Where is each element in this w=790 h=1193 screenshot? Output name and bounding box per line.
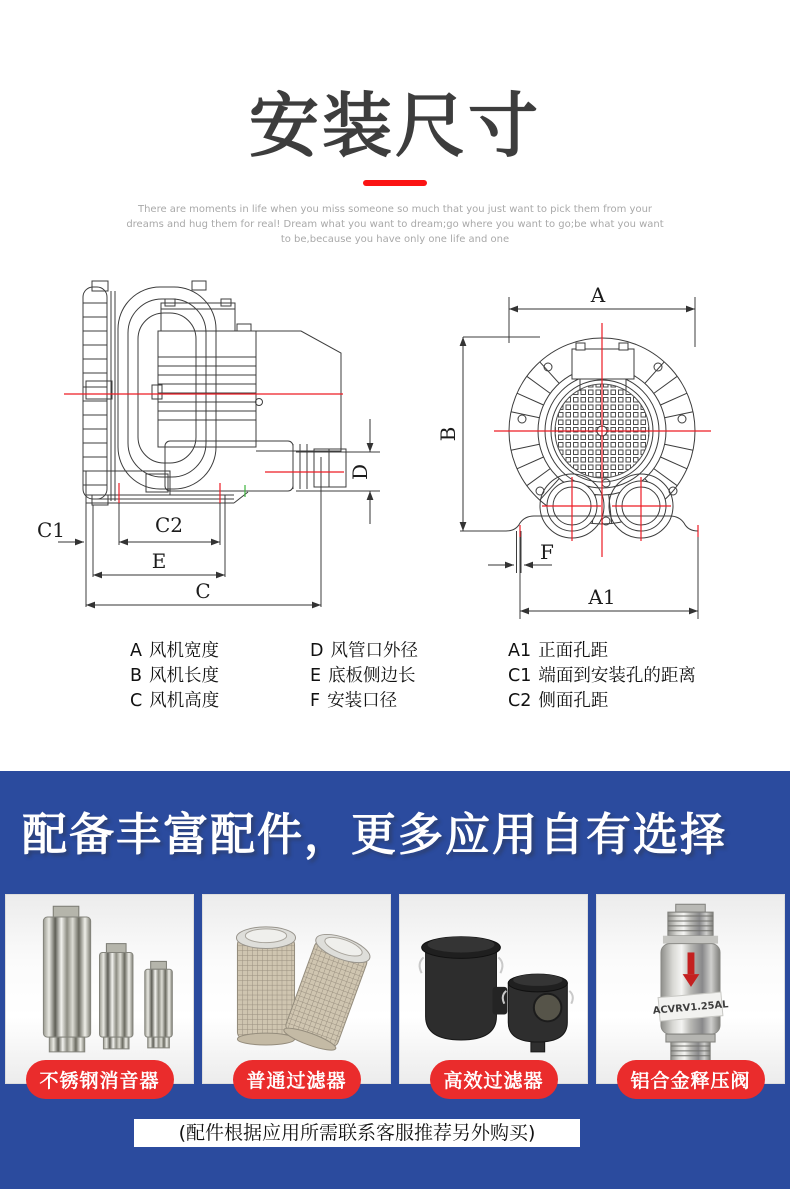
- accessory-cards: [0, 894, 790, 1092]
- legend-desc: 风机宽度: [148, 641, 219, 661]
- centerlines-red: [64, 394, 344, 503]
- legend-key: C2: [508, 691, 532, 711]
- legend-desc: 底板侧边长: [328, 666, 416, 686]
- legend-row: [130, 639, 310, 664]
- centerlines-red: [494, 323, 711, 557]
- legend-row: [130, 689, 310, 714]
- dimension-legend: [0, 639, 790, 714]
- legend-desc: 安装口径: [327, 691, 398, 711]
- aluminum-relief-valve-image: [597, 895, 784, 1067]
- dim-label-a: A: [590, 283, 606, 307]
- legend-column-3: [508, 639, 790, 714]
- mesh-filter-cartridge-image: [203, 895, 390, 1067]
- legend-key: B: [130, 666, 143, 686]
- front-view-drawing: [430, 269, 770, 634]
- legend-desc: 风机长度: [149, 666, 220, 686]
- accessory-card-valve: [596, 894, 785, 1092]
- legend-key: E: [310, 666, 322, 686]
- dim-label-d: D: [348, 463, 372, 481]
- accessory-label-housing: 高效过滤器: [429, 1060, 557, 1099]
- dim-label-c1: C1: [37, 518, 66, 542]
- legend-desc: 风机高度: [149, 691, 220, 711]
- legend-desc: 风管口外径: [330, 641, 418, 661]
- dim-label-f: F: [540, 540, 554, 564]
- dim-label-e: E: [151, 549, 167, 573]
- accessories-section: [0, 771, 790, 1189]
- dim-label-a1: A1: [588, 585, 616, 609]
- legend-key: C1: [508, 666, 532, 686]
- side-view-drawing: [28, 273, 388, 631]
- legend-key: D: [310, 641, 324, 661]
- dim-label-c2: C2: [154, 513, 184, 537]
- accessory-card-muffler: [5, 894, 194, 1092]
- legend-key: C: [130, 691, 143, 711]
- legend-row: [508, 639, 790, 664]
- legend-row: [508, 664, 790, 689]
- legend-column-1: [130, 639, 310, 714]
- legend-row: [310, 664, 508, 689]
- accessory-note: (配件根据应用所需联系客服推荐另外购买): [134, 1119, 580, 1147]
- accessory-label-filter: 普通过滤器: [232, 1060, 360, 1099]
- legend-desc: 端面到安装孔的距离: [538, 666, 696, 686]
- legend-row: [130, 664, 310, 689]
- accessory-label-valve: 铝合金释压阀: [616, 1060, 764, 1099]
- legend-row: [508, 689, 790, 714]
- accessory-card-housing: [399, 894, 588, 1092]
- legend-key: F: [310, 691, 321, 711]
- legend-row: [310, 639, 508, 664]
- dimension-drawings: [0, 273, 790, 631]
- dim-label-b: B: [436, 426, 460, 442]
- header-section: [0, 0, 790, 247]
- valve-model-text: ACVRV1.25AL: [652, 999, 729, 1017]
- accessory-label-muffler: 不锈钢消音器: [25, 1060, 173, 1099]
- legend-desc: 侧面孔距: [538, 691, 609, 711]
- legend-row: [310, 689, 508, 714]
- stainless-steel-muffler-image: [6, 895, 193, 1067]
- title-underline: [363, 180, 427, 186]
- subtitle-english: There are moments in life when you miss someone so much that you just want to pick them from your dreams and hug them for real! Dream what you want to dream;go where you want to go;be what you want to be,because you have only one life and one: [126, 204, 664, 245]
- accessories-banner: 配备丰富配件，更多应用自有选择: [22, 808, 728, 861]
- dim-label-c: C: [195, 579, 211, 603]
- legend-key: A1: [508, 641, 532, 661]
- legend-key: A: [130, 641, 142, 661]
- legend-desc: 正面孔距: [538, 641, 609, 661]
- accessory-card-filter: [202, 894, 391, 1092]
- black-filter-housing-image: [400, 895, 587, 1067]
- legend-column-2: [310, 639, 508, 714]
- page-title: 安装尺寸: [249, 85, 541, 167]
